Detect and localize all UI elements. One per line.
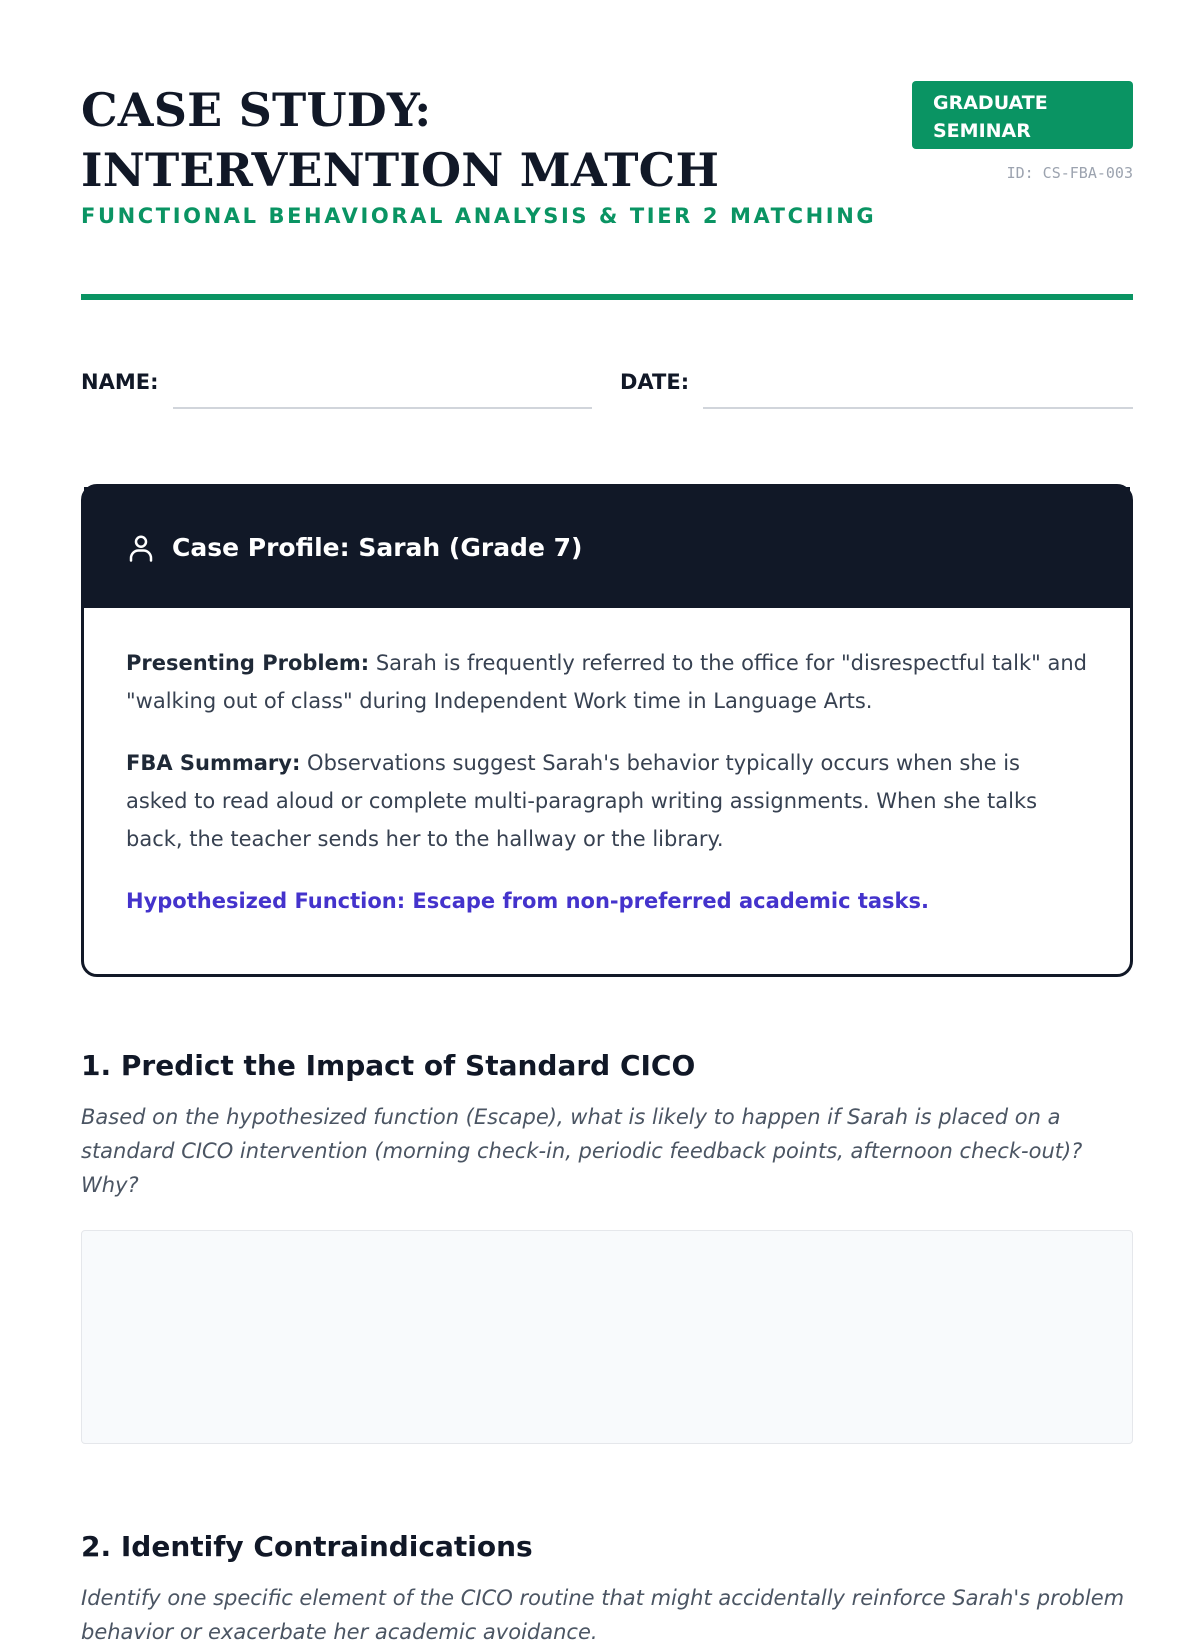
case-profile-title: Case Profile: Sarah (Grade 7): [172, 533, 583, 562]
presenting-problem-label: Presenting Problem:: [126, 651, 370, 675]
fba-summary-text: Observations suggest Sarah's behavior typically occurs when she is asked to read aloud or complete multi-paragraph writing assignments. When she talks back, the teacher sends her to the hallway or the library.: [126, 751, 1038, 851]
hypothesized-function: Hypothesized Function: Escape from non-preferred academic tasks.: [126, 889, 930, 913]
page-title: CASE STUDY: INTERVENTION MATCH: [81, 83, 720, 197]
question-1-title: 1. Predict the Impact of Standard CICO: [81, 1049, 696, 1082]
question-2-prompt: Identify one specific element of the CICO routine that might accidentally reinforce Sarah's problem behavior or exacerbate her academic avoidance.: [81, 1586, 1125, 1644]
worksheet-header: [81, 80, 1133, 294]
fba-summary: [126, 744, 1088, 858]
fba-summary-label: FBA Summary:: [126, 751, 301, 775]
user-icon: [126, 533, 156, 563]
page-subtitle: FUNCTIONAL BEHAVIORAL ANALYSIS & TIER 2 MATCHING: [81, 204, 877, 228]
presenting-problem-text: Sarah is frequently referred to the office for "disrespectful talk" and "walking out of class" during Independent Work time in Language Arts.: [126, 651, 1087, 713]
question-1: [81, 1049, 1133, 1444]
question-2: [81, 1530, 1133, 1649]
presenting-problem: [126, 644, 1088, 720]
document-id: ID: CS-FBA-003: [1006, 164, 1133, 182]
case-profile-card: [81, 484, 1133, 977]
question-2-title: 2. Identify Contraindications: [81, 1530, 533, 1563]
case-profile-header: [84, 487, 1130, 608]
header-divider: [81, 294, 1133, 300]
name-date-fields: [81, 370, 1133, 482]
name-label: NAME:: [81, 370, 159, 394]
question-1-prompt: Based on the hypothesized function (Escape), what is likely to happen if Sarah is placed on a standard CICO intervention (morning check-in, periodic feedback points, afternoon check-out)? Why?: [81, 1105, 1083, 1197]
date-input-line[interactable]: [703, 407, 1133, 409]
worksheet-page: [81, 80, 1133, 1649]
case-profile-body: [84, 608, 1130, 920]
name-input-line[interactable]: [173, 407, 592, 409]
question-1-answer-box[interactable]: [81, 1230, 1133, 1444]
seminar-badge: GRADUATE SEMINAR: [912, 81, 1133, 149]
date-label: DATE:: [620, 370, 690, 394]
